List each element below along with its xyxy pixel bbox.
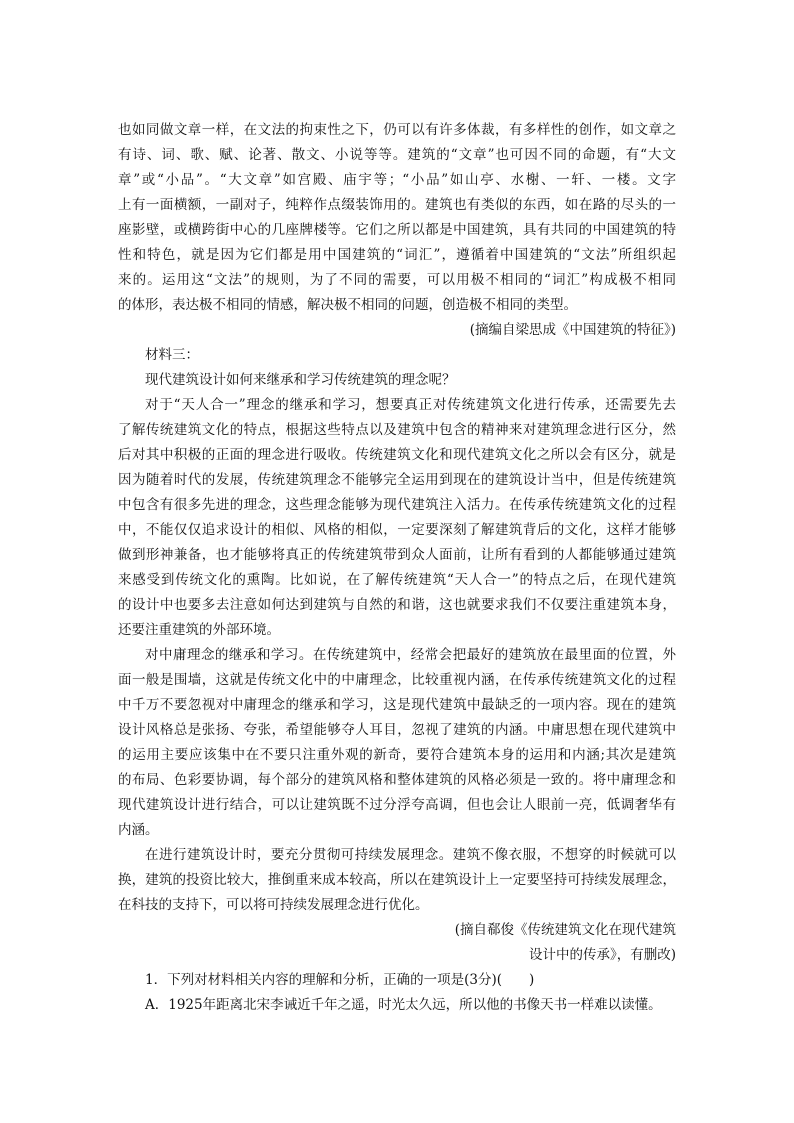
material-label: 材料三： <box>145 347 199 363</box>
text-line: 的设计中也要多去注意如何达到建筑与自然的和谐，这也就要求我们不仅要注重建筑本身， <box>118 597 676 613</box>
text-line: 的运用主要应该集中在不要只注重外观的新奇，要符合建筑本身的运用和内涵;其次是建筑 <box>118 747 676 763</box>
text-line: 了解传统建筑文化的特点，根据这些特点以及建筑中包含的精神来对建筑理念进行区分，然 <box>118 422 676 438</box>
text-line: 性和特色，就是因为它们都是用中国建筑的“词汇”，遵循着中国建筑的“文法”所组织起 <box>118 247 676 263</box>
text-line: 中包含有很多先进的理念，这些理念能够为现代建筑注入活力。在传承传统建筑文化的过程 <box>118 497 676 513</box>
text-line: 还要注重建筑的外部环境。 <box>118 622 280 638</box>
text-line: 中，不能仅仅追求设计的相似、风格的相似，一定要深刻了解建筑背后的文化，这样才能够 <box>118 522 676 538</box>
text-line: 对中庸理念的继承和学习。在传统建筑中，经常会把最好的建筑放在最里面的位置，外 <box>145 647 676 663</box>
text-line: 因为随着时代的发展，传统建筑理念不能够完全运用到现在的建筑设计当中，但是传统建筑 <box>118 472 676 488</box>
text-line: 面一般是围墙，这就是传统文化中的中庸理念，比较重视内涵，在传承传统建筑文化的过程 <box>118 672 676 688</box>
source-citation-line-1: (摘自郗俊《传统建筑文化在现代建筑 <box>454 922 676 938</box>
paragraph-continued <box>118 118 676 318</box>
text-line: 来的。运用这“文法”的规则，为了不同的需要，可以用极不相同的“词汇”构成极不相同 <box>118 272 676 288</box>
text-line: 的体形，表达极不相同的情感，解决极不相同的问题，创造极不相同的类型。 <box>118 297 577 313</box>
text-line: 中千万不要忽视对中庸理念的继承和学习，这是现代建筑中最缺乏的一项内容。现在的建筑 <box>118 697 676 713</box>
material-question: 现代建筑设计如何来继承和学习传统建筑的理念呢？ <box>145 372 456 388</box>
source-citation-line-2: 设计中的传承》，有删改) <box>528 947 676 963</box>
text-line: 在科技的支持下，可以将可持续发展理念进行优化。 <box>118 897 429 913</box>
paragraph-zhongyong <box>118 643 676 843</box>
text-line: 来感受到传统文化的熏陶。比如说，在了解传统建筑“天人合一”的特点之后，在现代建筑 <box>118 572 676 588</box>
text-line: 也如同做文章一样，在文法的拘束性之下，仍可以有许多体裁，有多样性的创作，如文章之 <box>118 122 676 138</box>
text-line: 座影壁，或横跨街中心的几座牌楼等。它们之所以都是中国建筑，具有共同的中国建筑的特 <box>118 222 676 238</box>
text-line: 内涵。 <box>118 822 159 838</box>
text-line: 的布局、色彩要协调，每个部分的建筑风格和整体建筑的风格必须是一致的。将中庸理念和 <box>118 772 676 788</box>
text-line: 有诗、词、歌、赋、论著、散文、小说等等。建筑的“文章”也可因不同的命题，有“大文 <box>118 147 676 163</box>
paragraph-tianren <box>118 393 676 643</box>
paragraph-sustain <box>118 843 676 918</box>
text-line: 做到形神兼备，也才能够将真正的传统建筑带到众人面前，让所有看到的人都能够通过建筑 <box>118 547 676 563</box>
text-line: 现代建筑设计进行结合，可以让建筑既不过分浮夸高调，但也会让人眼前一亮，低调奢华有 <box>118 797 676 813</box>
text-line: 设计风格总是张扬、夸张，希望能够夺人耳目，忽视了建筑的内涵。中庸思想在现代建筑中 <box>118 722 676 738</box>
option-a: A．1925年距离北宋李诫近千年之遥，时光太久远，所以他的书像天书一样难以读懂。 <box>145 997 662 1013</box>
text-line: 对于“天人合一”理念的继承和学习，想要真正对传统建筑文化进行传承，还需要先去 <box>145 397 676 413</box>
question-1: 1．下列对材料相关内容的理解和分析，正确的一项是(3分)( ) <box>145 972 535 988</box>
text-line: 后对其中积极的正面的理念进行吸收。传统建筑文化和现代建筑文化之所以会有区分，就是 <box>118 447 676 463</box>
text-line: 在进行建筑设计时，要充分贯彻可持续发展理念。建筑不像衣服，不想穿的时候就可以 <box>145 847 676 863</box>
source-citation: (摘编自梁思成《中国建筑的特征》) <box>469 322 676 338</box>
text-line: 章”或“小品”。“大文章”如宫殿、庙宇等；“小品”如山亭、水榭、一轩、一楼。文字 <box>118 172 676 188</box>
text-line: 换，建筑的投资比较大，推倒重来成本较高，所以在建筑设计上一定要坚持可持续发展理念， <box>118 872 676 888</box>
text-line: 上有一面横额，一副对子，纯粹作点缀装饰用的。建筑也有类似的东西，如在路的尽头的一 <box>118 197 676 213</box>
